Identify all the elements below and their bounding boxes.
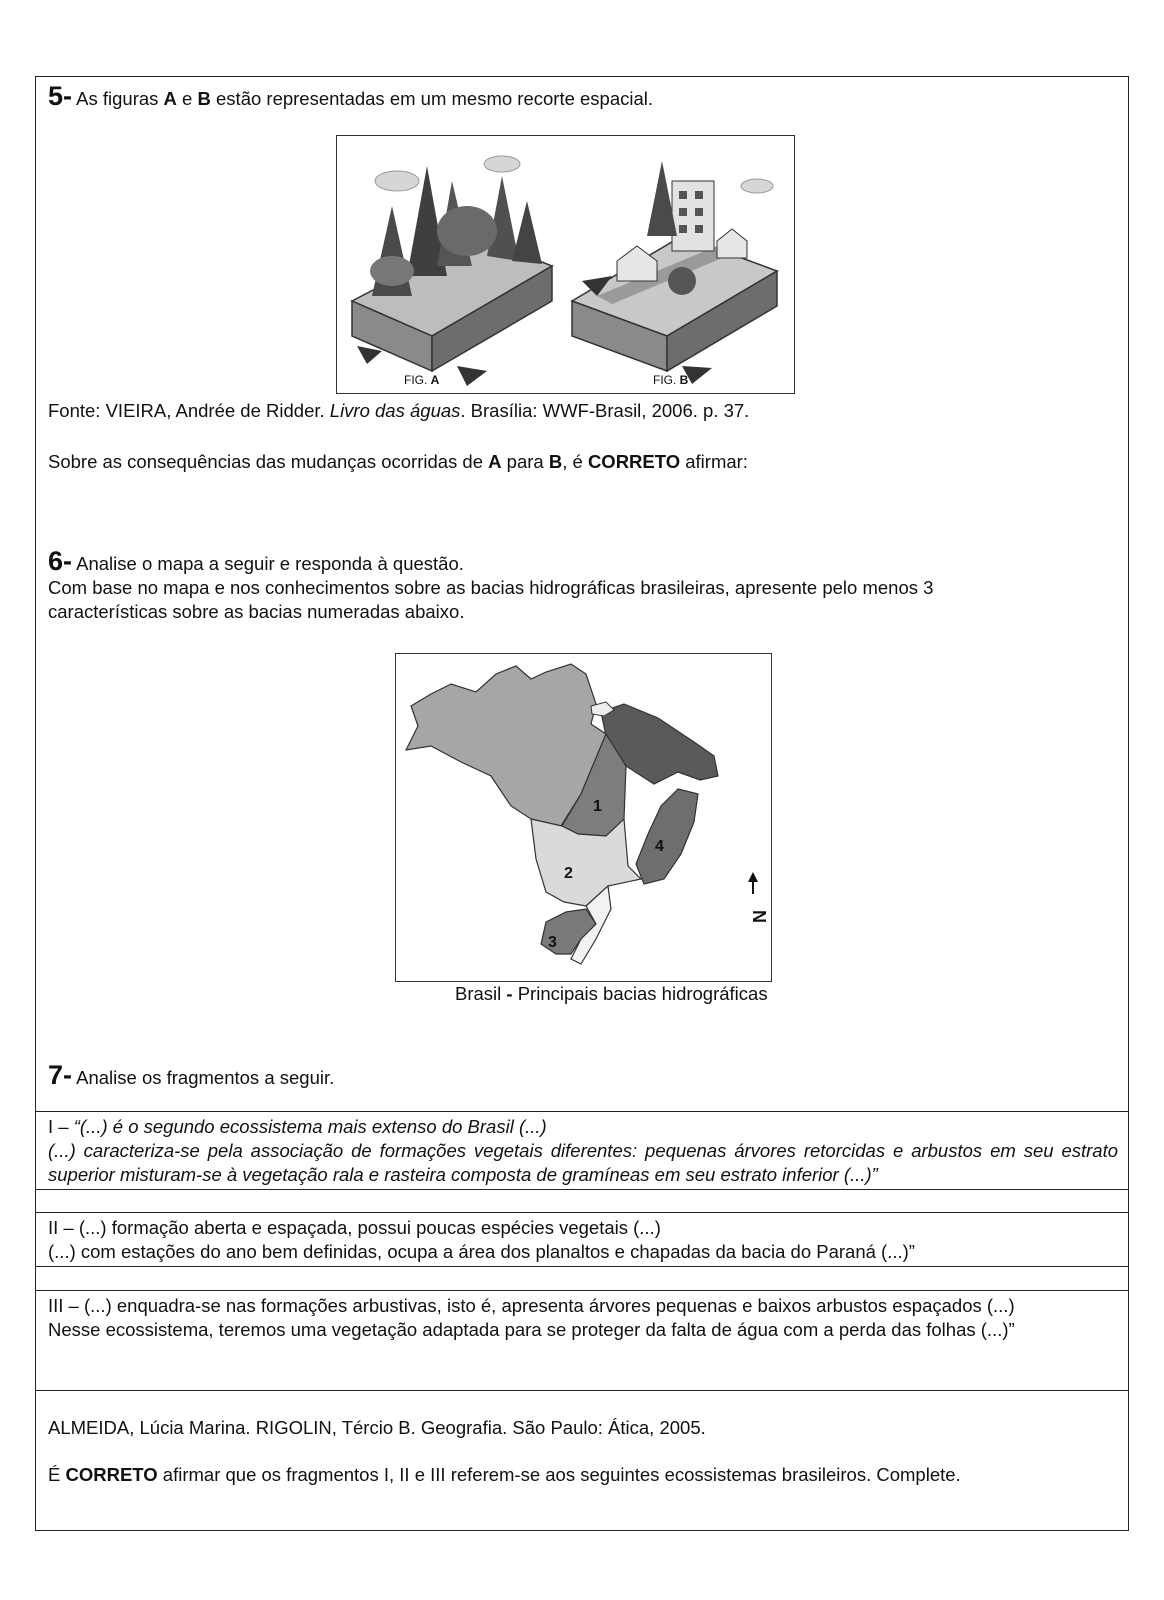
- divider: [35, 1266, 1129, 1267]
- fig-a-caption: FIG. A: [404, 373, 440, 387]
- divider: [35, 1290, 1129, 1291]
- divider: [35, 1212, 1129, 1213]
- q6-line3: características sobre as bacias numeradas abaixo.: [48, 601, 465, 622]
- fragment-2: II – (...) formação aberta e espaçada, possui poucas espécies vegetais (...) (...) com estações do ano bem definidas, ocupa a área dos planaltos e chapadas da bacia do Paraná (...)”: [48, 1217, 915, 1262]
- map-label-2: 2: [564, 865, 573, 882]
- q6-number: 6-: [48, 546, 73, 576]
- map-label-3: 3: [548, 934, 557, 951]
- fragment-1: I – “(...) é o segundo ecossistema mais extenso do Brasil (...) (...) caracteriza-se pela associação de formações vegetais diferentes: pequenas árvores retorcidas e arbustos em seu estrato superior misturam-se à vegetação rala e rasteira composta de gramíneas em seu estrato inferior (...)”: [48, 1116, 1118, 1185]
- basin-4: [636, 789, 698, 884]
- north-label: N: [749, 910, 769, 923]
- q7-heading: 7- Analise os fragmentos a seguir.: [48, 1060, 335, 1090]
- landscape-illustration: [337, 136, 794, 393]
- fig-a-forest-block: [352, 156, 552, 386]
- q5-heading: 5- As figuras A e B estão representadas em um mesmo recorte espacial.: [48, 81, 654, 111]
- divider: [35, 1390, 1129, 1391]
- q6-line2: Com base no mapa e nos conhecimentos sobre as bacias hidrográficas brasileiras, apresente pelo menos 3: [48, 577, 934, 598]
- q5-source: Fonte: VIEIRA, Andrée de Ridder. Livro das águas. Brasília: WWF-Brasil, 2006. p. 37.: [48, 400, 750, 421]
- map-caption: Brasil - Principais bacias hidrográficas: [455, 983, 768, 1004]
- q7-instruction: É CORRETO afirmar que os fragmentos I, II e III referem-se aos seguintes ecossistemas brasileiros. Complete.: [48, 1464, 961, 1485]
- north-arrow-icon: [748, 872, 769, 923]
- fig-b-caption: FIG. B: [653, 373, 689, 387]
- q5-question: Sobre as consequências das mudanças ocorridas de A para B, é CORRETO afirmar:: [48, 451, 748, 472]
- q7-number: 7-: [48, 1060, 73, 1090]
- brazil-map-svg: [396, 654, 771, 981]
- figures-a-b-image: [336, 135, 795, 394]
- brazil-basins-map: [395, 653, 772, 982]
- map-label-4: 4: [655, 838, 664, 855]
- q7-reference: ALMEIDA, Lúcia Marina. RIGOLIN, Tércio B. Geografia. São Paulo: Ática, 2005.: [48, 1417, 706, 1438]
- divider: [35, 1189, 1129, 1190]
- q5-number: 5-: [48, 81, 73, 111]
- fig-b-urban-block: [572, 161, 777, 384]
- q6-heading: 6- Analise o mapa a seguir e responda à questão.: [48, 546, 464, 576]
- map-label-1: 1: [593, 798, 602, 815]
- divider: [35, 1111, 1129, 1112]
- fragment-3: III – (...) enquadra-se nas formações arbustivas, isto é, apresenta árvores pequenas e baixos arbustos espaçados (...) Nesse ecossistema, teremos uma vegetação adaptada para se proteger da falta de água com a perda das folhas (...)”: [48, 1295, 1015, 1340]
